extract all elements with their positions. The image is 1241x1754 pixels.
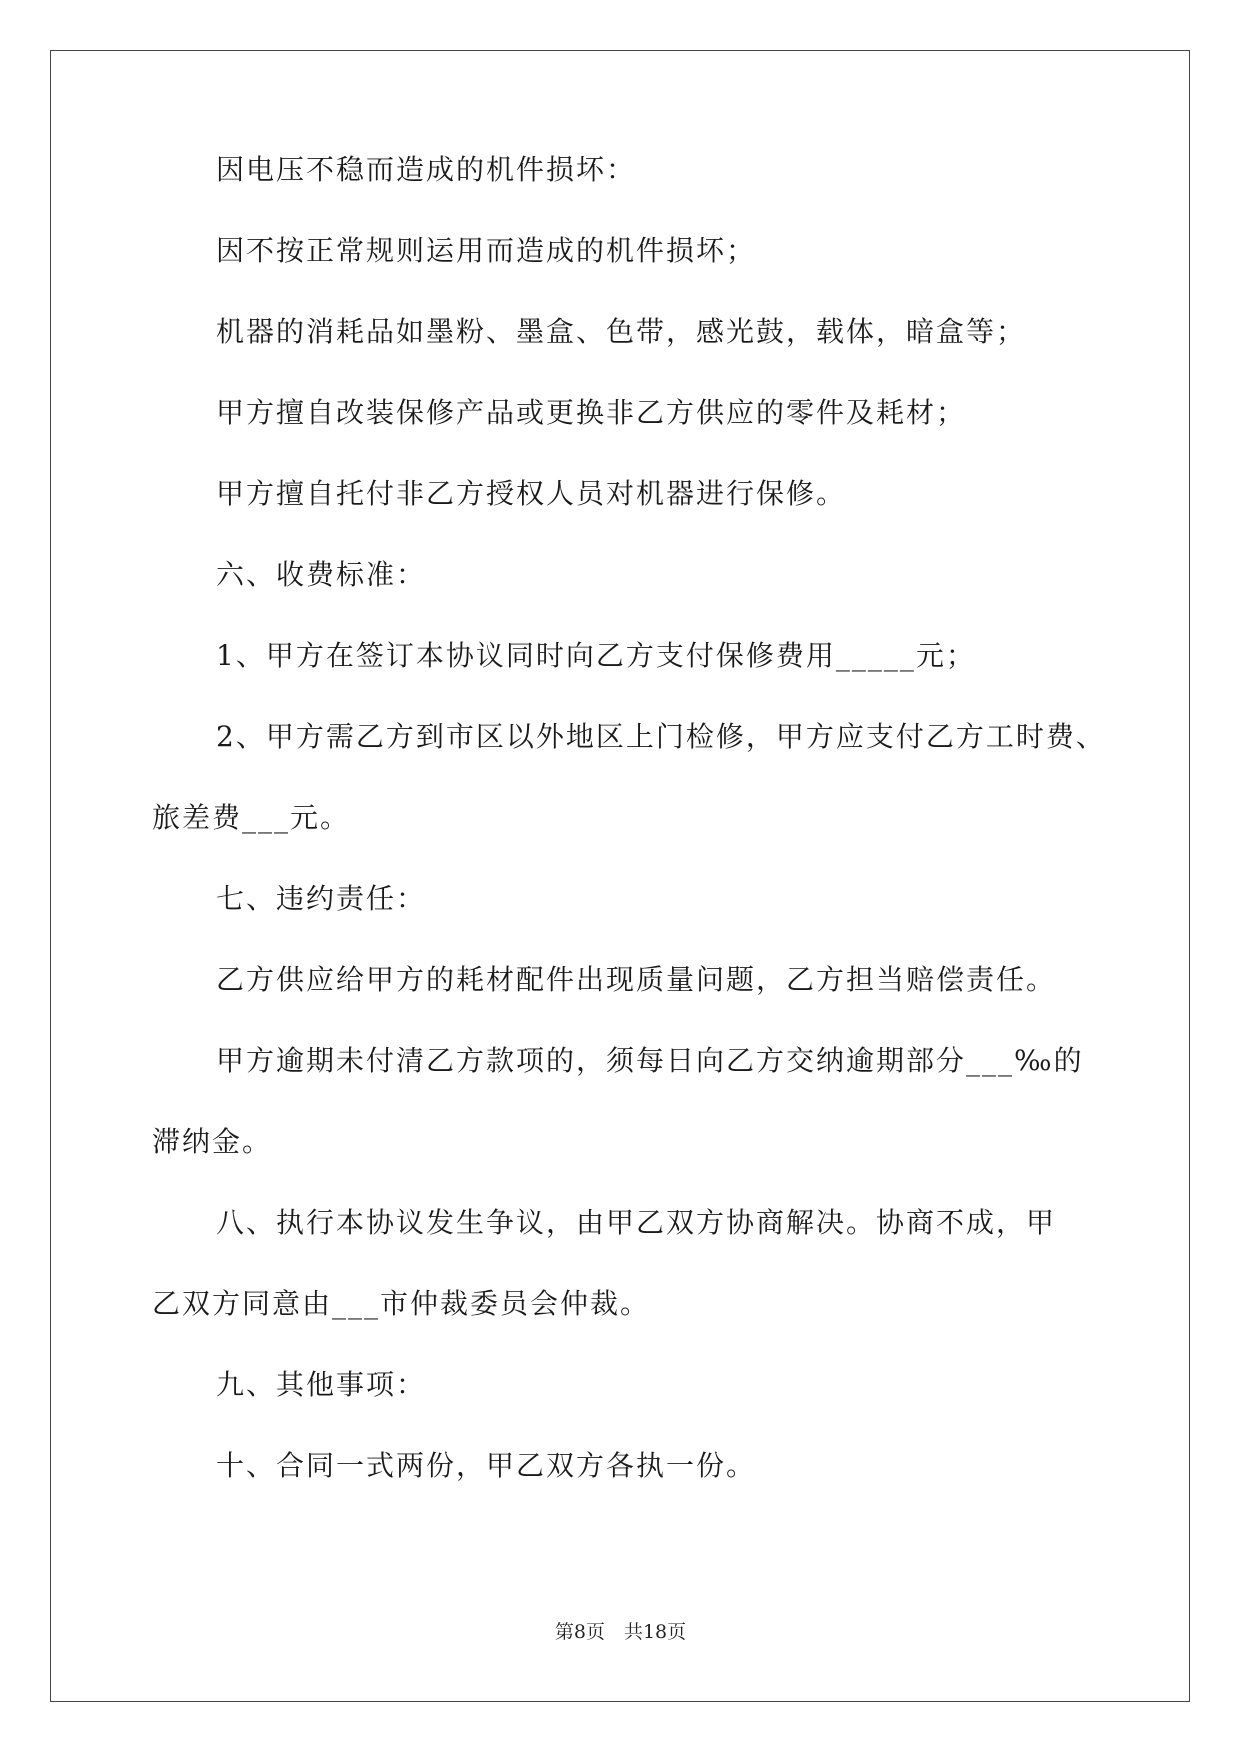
paragraph-line: 甲方逾期未付清乙方款项的，须每日向乙方交纳逾期部分___‰的 (216, 1044, 1084, 1077)
paragraph-line: 旅差费___元。 (152, 801, 351, 834)
section-heading: 七、违约责任： (216, 882, 427, 915)
paragraph-line: 十、合同一式两份，甲乙双方各执一份。 (216, 1449, 757, 1482)
section-heading: 九、其他事项： (216, 1368, 427, 1401)
paragraph-line: 1、甲方在签订本协议同时向乙方支付保修费用_____元； (216, 639, 976, 672)
paragraph-line: 乙方供应给甲方的耗材配件出现质量问题，乙方担当赔偿责任。 (216, 963, 1057, 996)
paragraph-line: 因不按正常规则运用而造成的机件损坏； (216, 234, 757, 267)
paragraph-line: 八、执行本协议发生争议，由甲乙双方协商解决。协商不成，甲 (216, 1206, 1057, 1239)
paragraph-line: 滞纳金。 (152, 1125, 273, 1158)
page-number-footer: 第8页 共18页 (554, 1621, 687, 1643)
paragraph-line: 甲方擅自改装保修产品或更换非乙方供应的零件及耗材； (216, 396, 967, 429)
paragraph-line: 机器的消耗品如墨粉、墨盒、色带，感光鼓，载体，暗盒等； (216, 315, 1027, 348)
paragraph-line: 因电压不稳而造成的机件损坏： (216, 153, 637, 186)
paragraph-line: 乙双方同意由___市仲裁委员会仲裁。 (152, 1287, 651, 1320)
paragraph-line: 2、甲方需乙方到市区以外地区上门检修，甲方应支付乙方工时费、 (216, 720, 1106, 753)
paragraph-line: 甲方擅自托付非乙方授权人员对机器进行保修。 (216, 477, 847, 510)
section-heading: 六、收费标准： (216, 558, 427, 591)
